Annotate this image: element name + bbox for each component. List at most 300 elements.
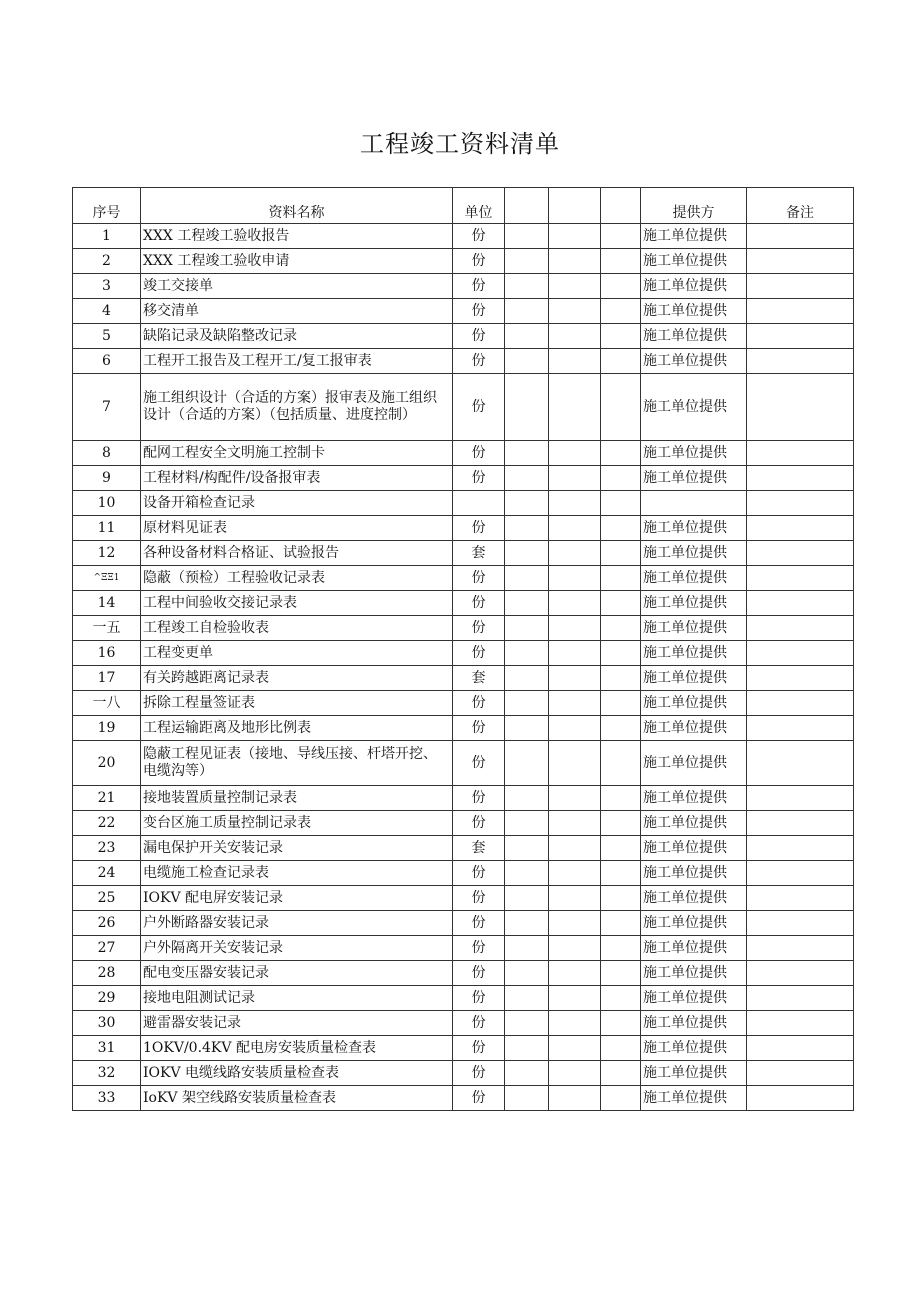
row-no: 一八 bbox=[73, 691, 141, 716]
row-blank-2 bbox=[549, 299, 601, 324]
row-provider: 施工单位提供 bbox=[641, 1061, 747, 1086]
row-blank-2 bbox=[549, 591, 601, 616]
header-no: 序号 bbox=[73, 188, 141, 224]
row-blank-1 bbox=[505, 516, 549, 541]
row-blank-1 bbox=[505, 1061, 549, 1086]
row-remark bbox=[747, 836, 854, 861]
row-no: ^ΞΞ1 bbox=[73, 566, 141, 591]
row-unit: 份 bbox=[453, 1036, 505, 1061]
row-remark bbox=[747, 1086, 854, 1111]
row-blank-3 bbox=[601, 516, 641, 541]
row-name: 1OKV/0.4KV 配电房安装质量检查表 bbox=[141, 1036, 453, 1061]
row-provider: 施工单位提供 bbox=[641, 716, 747, 741]
row-blank-2 bbox=[549, 811, 601, 836]
row-provider: 施工单位提供 bbox=[641, 1011, 747, 1036]
row-unit: 份 bbox=[453, 591, 505, 616]
header-blank-1 bbox=[505, 188, 549, 224]
row-remark bbox=[747, 249, 854, 274]
table-row bbox=[73, 616, 854, 641]
row-name: 竣工交接单 bbox=[141, 274, 453, 299]
row-provider: 施工单位提供 bbox=[641, 1086, 747, 1111]
row-no: 17 bbox=[73, 666, 141, 691]
row-blank-2 bbox=[549, 716, 601, 741]
row-unit: 份 bbox=[453, 441, 505, 466]
row-blank-3 bbox=[601, 1011, 641, 1036]
row-blank-1 bbox=[505, 666, 549, 691]
row-name: 漏电保护开关安装记录 bbox=[141, 836, 453, 861]
row-blank-1 bbox=[505, 591, 549, 616]
row-blank-2 bbox=[549, 786, 601, 811]
row-blank-2 bbox=[549, 516, 601, 541]
row-blank-3 bbox=[601, 961, 641, 986]
row-provider: 施工单位提供 bbox=[641, 886, 747, 911]
row-name: 电缆施工检查记录表 bbox=[141, 861, 453, 886]
table-row bbox=[73, 1036, 854, 1061]
row-blank-3 bbox=[601, 1036, 641, 1061]
header-provider: 提供方 bbox=[641, 188, 747, 224]
row-remark bbox=[747, 666, 854, 691]
row-unit: 份 bbox=[453, 716, 505, 741]
row-blank-3 bbox=[601, 466, 641, 491]
row-blank-3 bbox=[601, 616, 641, 641]
row-provider bbox=[641, 491, 747, 516]
row-remark bbox=[747, 986, 854, 1011]
row-blank-2 bbox=[549, 741, 601, 786]
row-unit: 份 bbox=[453, 936, 505, 961]
row-unit: 份 bbox=[453, 741, 505, 786]
row-blank-1 bbox=[505, 566, 549, 591]
table-row bbox=[73, 986, 854, 1011]
row-no: 21 bbox=[73, 786, 141, 811]
row-blank-1 bbox=[505, 349, 549, 374]
row-blank-1 bbox=[505, 786, 549, 811]
row-blank-2 bbox=[549, 836, 601, 861]
row-blank-3 bbox=[601, 716, 641, 741]
row-remark bbox=[747, 466, 854, 491]
row-remark bbox=[747, 911, 854, 936]
row-provider: 施工单位提供 bbox=[641, 541, 747, 566]
row-blank-1 bbox=[505, 1086, 549, 1111]
row-blank-1 bbox=[505, 886, 549, 911]
row-blank-1 bbox=[505, 299, 549, 324]
row-blank-3 bbox=[601, 591, 641, 616]
row-blank-2 bbox=[549, 616, 601, 641]
row-name: 缺陷记录及缺陷整改记录 bbox=[141, 324, 453, 349]
row-provider: 施工单位提供 bbox=[641, 641, 747, 666]
row-provider: 施工单位提供 bbox=[641, 786, 747, 811]
table-row bbox=[73, 541, 854, 566]
row-blank-3 bbox=[601, 861, 641, 886]
row-name: IoKV 架空线路安装质量检查表 bbox=[141, 1086, 453, 1111]
row-no: 一五 bbox=[73, 616, 141, 641]
row-blank-2 bbox=[549, 324, 601, 349]
table-row bbox=[73, 741, 854, 786]
row-no: 30 bbox=[73, 1011, 141, 1036]
row-remark bbox=[747, 1011, 854, 1036]
row-name: 接地装置质量控制记录表 bbox=[141, 786, 453, 811]
row-unit: 份 bbox=[453, 616, 505, 641]
row-blank-2 bbox=[549, 936, 601, 961]
row-blank-1 bbox=[505, 274, 549, 299]
row-blank-3 bbox=[601, 299, 641, 324]
row-remark bbox=[747, 566, 854, 591]
row-provider: 施工单位提供 bbox=[641, 666, 747, 691]
row-blank-1 bbox=[505, 249, 549, 274]
row-blank-2 bbox=[549, 374, 601, 441]
row-blank-3 bbox=[601, 274, 641, 299]
row-no: 27 bbox=[73, 936, 141, 961]
row-provider: 施工单位提供 bbox=[641, 986, 747, 1011]
table-row bbox=[73, 666, 854, 691]
row-remark bbox=[747, 641, 854, 666]
row-blank-3 bbox=[601, 666, 641, 691]
row-no: 3 bbox=[73, 274, 141, 299]
row-remark bbox=[747, 741, 854, 786]
row-blank-2 bbox=[549, 1011, 601, 1036]
row-remark bbox=[747, 491, 854, 516]
row-blank-2 bbox=[549, 224, 601, 249]
row-provider: 施工单位提供 bbox=[641, 911, 747, 936]
row-name: 有关跨越距离记录表 bbox=[141, 666, 453, 691]
row-unit: 份 bbox=[453, 349, 505, 374]
table-row bbox=[73, 374, 854, 441]
table-row bbox=[73, 349, 854, 374]
row-blank-3 bbox=[601, 886, 641, 911]
row-blank-1 bbox=[505, 741, 549, 786]
row-remark bbox=[747, 691, 854, 716]
row-name: 配网工程安全文明施工控制卡 bbox=[141, 441, 453, 466]
row-remark bbox=[747, 324, 854, 349]
row-no: 6 bbox=[73, 349, 141, 374]
row-no: 11 bbox=[73, 516, 141, 541]
row-name: 避雷器安装记录 bbox=[141, 1011, 453, 1036]
row-name: 工程变更单 bbox=[141, 641, 453, 666]
row-name: 工程运输距离及地形比例表 bbox=[141, 716, 453, 741]
row-blank-1 bbox=[505, 1011, 549, 1036]
row-provider: 施工单位提供 bbox=[641, 249, 747, 274]
row-unit: 份 bbox=[453, 516, 505, 541]
table-row bbox=[73, 936, 854, 961]
table-row bbox=[73, 911, 854, 936]
row-blank-2 bbox=[549, 541, 601, 566]
row-no: 5 bbox=[73, 324, 141, 349]
row-blank-2 bbox=[549, 666, 601, 691]
row-provider: 施工单位提供 bbox=[641, 1036, 747, 1061]
row-no: 20 bbox=[73, 741, 141, 786]
row-blank-1 bbox=[505, 616, 549, 641]
row-blank-1 bbox=[505, 936, 549, 961]
row-blank-3 bbox=[601, 374, 641, 441]
row-name: 原材料见证表 bbox=[141, 516, 453, 541]
row-remark bbox=[747, 1061, 854, 1086]
table-row bbox=[73, 249, 854, 274]
row-blank-1 bbox=[505, 861, 549, 886]
row-name: 接地电阻测试记录 bbox=[141, 986, 453, 1011]
row-unit: 份 bbox=[453, 986, 505, 1011]
row-blank-2 bbox=[549, 691, 601, 716]
row-provider: 施工单位提供 bbox=[641, 936, 747, 961]
row-remark bbox=[747, 591, 854, 616]
row-remark bbox=[747, 961, 854, 986]
row-unit: 份 bbox=[453, 324, 505, 349]
row-name: XXX 工程竣工验收报告 bbox=[141, 224, 453, 249]
table-row bbox=[73, 1061, 854, 1086]
row-remark bbox=[747, 716, 854, 741]
row-unit: 份 bbox=[453, 466, 505, 491]
row-name: 配电变压器安装记录 bbox=[141, 961, 453, 986]
row-unit: 份 bbox=[453, 1061, 505, 1086]
row-provider: 施工单位提供 bbox=[641, 741, 747, 786]
row-blank-3 bbox=[601, 249, 641, 274]
table-row bbox=[73, 466, 854, 491]
header-blank-3 bbox=[601, 188, 641, 224]
row-no: 9 bbox=[73, 466, 141, 491]
row-blank-1 bbox=[505, 374, 549, 441]
table-row bbox=[73, 299, 854, 324]
row-blank-3 bbox=[601, 811, 641, 836]
table-row bbox=[73, 274, 854, 299]
row-blank-3 bbox=[601, 741, 641, 786]
row-no: 26 bbox=[73, 911, 141, 936]
row-blank-2 bbox=[549, 861, 601, 886]
table-row bbox=[73, 861, 854, 886]
row-name: 户外断路器安装记录 bbox=[141, 911, 453, 936]
row-remark bbox=[747, 349, 854, 374]
row-provider: 施工单位提供 bbox=[641, 299, 747, 324]
row-name: 移交清单 bbox=[141, 299, 453, 324]
row-provider: 施工单位提供 bbox=[641, 616, 747, 641]
row-blank-2 bbox=[549, 441, 601, 466]
row-name: 变台区施工质量控制记录表 bbox=[141, 811, 453, 836]
table-row bbox=[73, 566, 854, 591]
row-provider: 施工单位提供 bbox=[641, 274, 747, 299]
row-blank-3 bbox=[601, 691, 641, 716]
row-provider: 施工单位提供 bbox=[641, 324, 747, 349]
row-unit: 份 bbox=[453, 641, 505, 666]
table-row bbox=[73, 836, 854, 861]
row-blank-3 bbox=[601, 911, 641, 936]
row-provider: 施工单位提供 bbox=[641, 961, 747, 986]
table-row bbox=[73, 591, 854, 616]
row-blank-3 bbox=[601, 324, 641, 349]
row-remark bbox=[747, 516, 854, 541]
row-no: 14 bbox=[73, 591, 141, 616]
row-blank-2 bbox=[549, 1036, 601, 1061]
row-unit: 套 bbox=[453, 836, 505, 861]
row-remark bbox=[747, 616, 854, 641]
row-no: 12 bbox=[73, 541, 141, 566]
row-provider: 施工单位提供 bbox=[641, 811, 747, 836]
row-unit: 份 bbox=[453, 1011, 505, 1036]
row-name: IOKV 电缆线路安装质量检查表 bbox=[141, 1061, 453, 1086]
row-blank-1 bbox=[505, 324, 549, 349]
row-name: IOKV 配电屏安装记录 bbox=[141, 886, 453, 911]
row-unit: 份 bbox=[453, 811, 505, 836]
row-blank-1 bbox=[505, 986, 549, 1011]
row-blank-2 bbox=[549, 274, 601, 299]
table-row bbox=[73, 516, 854, 541]
row-remark bbox=[747, 786, 854, 811]
row-blank-3 bbox=[601, 541, 641, 566]
row-provider: 施工单位提供 bbox=[641, 566, 747, 591]
row-remark bbox=[747, 299, 854, 324]
row-blank-2 bbox=[549, 886, 601, 911]
row-name: 隐蔽工程见证表（接地、导线压接、杆塔开挖、电缆沟等） bbox=[141, 741, 453, 786]
row-blank-3 bbox=[601, 786, 641, 811]
row-blank-1 bbox=[505, 836, 549, 861]
header-remark: 备注 bbox=[747, 188, 854, 224]
row-name: 工程竣工自检验收表 bbox=[141, 616, 453, 641]
row-provider: 施工单位提供 bbox=[641, 591, 747, 616]
row-blank-1 bbox=[505, 641, 549, 666]
table-row bbox=[73, 224, 854, 249]
row-blank-2 bbox=[549, 491, 601, 516]
row-blank-1 bbox=[505, 466, 549, 491]
row-remark bbox=[747, 274, 854, 299]
row-name: 户外隔离开关安装记录 bbox=[141, 936, 453, 961]
row-no: 25 bbox=[73, 886, 141, 911]
row-no: 24 bbox=[73, 861, 141, 886]
row-blank-3 bbox=[601, 936, 641, 961]
row-blank-2 bbox=[549, 249, 601, 274]
row-no: 19 bbox=[73, 716, 141, 741]
row-provider: 施工单位提供 bbox=[641, 861, 747, 886]
row-blank-3 bbox=[601, 836, 641, 861]
row-unit: 份 bbox=[453, 886, 505, 911]
row-provider: 施工单位提供 bbox=[641, 374, 747, 441]
row-no: 2 bbox=[73, 249, 141, 274]
row-unit: 份 bbox=[453, 786, 505, 811]
document-list-table bbox=[72, 187, 854, 1111]
table-row bbox=[73, 886, 854, 911]
row-unit: 套 bbox=[453, 666, 505, 691]
row-remark bbox=[747, 1036, 854, 1061]
row-unit: 份 bbox=[453, 224, 505, 249]
row-blank-1 bbox=[505, 691, 549, 716]
row-unit: 份 bbox=[453, 961, 505, 986]
row-unit: 份 bbox=[453, 691, 505, 716]
row-blank-1 bbox=[505, 441, 549, 466]
row-blank-2 bbox=[549, 1061, 601, 1086]
table-row bbox=[73, 324, 854, 349]
table-header-row bbox=[73, 188, 854, 224]
row-unit: 套 bbox=[453, 541, 505, 566]
row-no: 29 bbox=[73, 986, 141, 1011]
row-remark bbox=[747, 374, 854, 441]
row-provider: 施工单位提供 bbox=[641, 441, 747, 466]
row-name: 拆除工程量签证表 bbox=[141, 691, 453, 716]
row-unit: 份 bbox=[453, 911, 505, 936]
row-unit bbox=[453, 491, 505, 516]
row-remark bbox=[747, 441, 854, 466]
row-blank-2 bbox=[549, 911, 601, 936]
header-name: 资料名称 bbox=[141, 188, 453, 224]
row-blank-3 bbox=[601, 1061, 641, 1086]
table-row bbox=[73, 691, 854, 716]
table-row bbox=[73, 441, 854, 466]
row-name: 工程开工报告及工程开工/复工报审表 bbox=[141, 349, 453, 374]
table-row bbox=[73, 811, 854, 836]
row-blank-2 bbox=[549, 1086, 601, 1111]
table-row bbox=[73, 491, 854, 516]
row-remark bbox=[747, 936, 854, 961]
row-provider: 施工单位提供 bbox=[641, 349, 747, 374]
row-no: 33 bbox=[73, 1086, 141, 1111]
row-blank-3 bbox=[601, 349, 641, 374]
row-name: 隐蔽（预检）工程验收记录表 bbox=[141, 566, 453, 591]
row-blank-3 bbox=[601, 491, 641, 516]
row-no: 10 bbox=[73, 491, 141, 516]
row-blank-2 bbox=[549, 349, 601, 374]
row-no: 32 bbox=[73, 1061, 141, 1086]
row-unit: 份 bbox=[453, 299, 505, 324]
row-blank-2 bbox=[549, 986, 601, 1011]
row-remark bbox=[747, 541, 854, 566]
row-blank-1 bbox=[505, 811, 549, 836]
row-blank-1 bbox=[505, 541, 549, 566]
row-remark bbox=[747, 886, 854, 911]
row-provider: 施工单位提供 bbox=[641, 224, 747, 249]
row-provider: 施工单位提供 bbox=[641, 836, 747, 861]
row-blank-3 bbox=[601, 1086, 641, 1111]
table-row bbox=[73, 716, 854, 741]
header-unit: 单位 bbox=[453, 188, 505, 224]
row-unit: 份 bbox=[453, 274, 505, 299]
row-no: 4 bbox=[73, 299, 141, 324]
row-blank-1 bbox=[505, 491, 549, 516]
row-blank-2 bbox=[549, 641, 601, 666]
row-blank-2 bbox=[549, 961, 601, 986]
row-no: 31 bbox=[73, 1036, 141, 1061]
table-row bbox=[73, 1011, 854, 1036]
table-row bbox=[73, 961, 854, 986]
row-remark bbox=[747, 811, 854, 836]
row-no: 23 bbox=[73, 836, 141, 861]
row-name: 设备开箱检查记录 bbox=[141, 491, 453, 516]
row-name: 各种设备材料合格证、试验报告 bbox=[141, 541, 453, 566]
row-provider: 施工单位提供 bbox=[641, 691, 747, 716]
row-unit: 份 bbox=[453, 1086, 505, 1111]
row-blank-3 bbox=[601, 641, 641, 666]
row-no: 7 bbox=[73, 374, 141, 441]
row-blank-3 bbox=[601, 441, 641, 466]
row-name: 施工组织设计（合适的方案）报审表及施工组织设计（合适的方案）（包括质量、进度控制） bbox=[141, 374, 453, 441]
row-blank-1 bbox=[505, 961, 549, 986]
row-no: 1 bbox=[73, 224, 141, 249]
row-provider: 施工单位提供 bbox=[641, 516, 747, 541]
row-remark bbox=[747, 861, 854, 886]
row-blank-3 bbox=[601, 224, 641, 249]
table-row bbox=[73, 641, 854, 666]
row-unit: 份 bbox=[453, 861, 505, 886]
row-no: 16 bbox=[73, 641, 141, 666]
row-blank-1 bbox=[505, 224, 549, 249]
row-blank-3 bbox=[601, 566, 641, 591]
row-unit: 份 bbox=[453, 374, 505, 441]
row-blank-1 bbox=[505, 716, 549, 741]
row-unit: 份 bbox=[453, 566, 505, 591]
header-blank-2 bbox=[549, 188, 601, 224]
row-no: 8 bbox=[73, 441, 141, 466]
row-name: 工程中间验收交接记录表 bbox=[141, 591, 453, 616]
row-blank-1 bbox=[505, 1036, 549, 1061]
row-no: 22 bbox=[73, 811, 141, 836]
row-unit: 份 bbox=[453, 249, 505, 274]
row-name: XXX 工程竣工验收申请 bbox=[141, 249, 453, 274]
row-blank-3 bbox=[601, 986, 641, 1011]
row-name: 工程材料/构配件/设备报审表 bbox=[141, 466, 453, 491]
row-blank-2 bbox=[549, 466, 601, 491]
